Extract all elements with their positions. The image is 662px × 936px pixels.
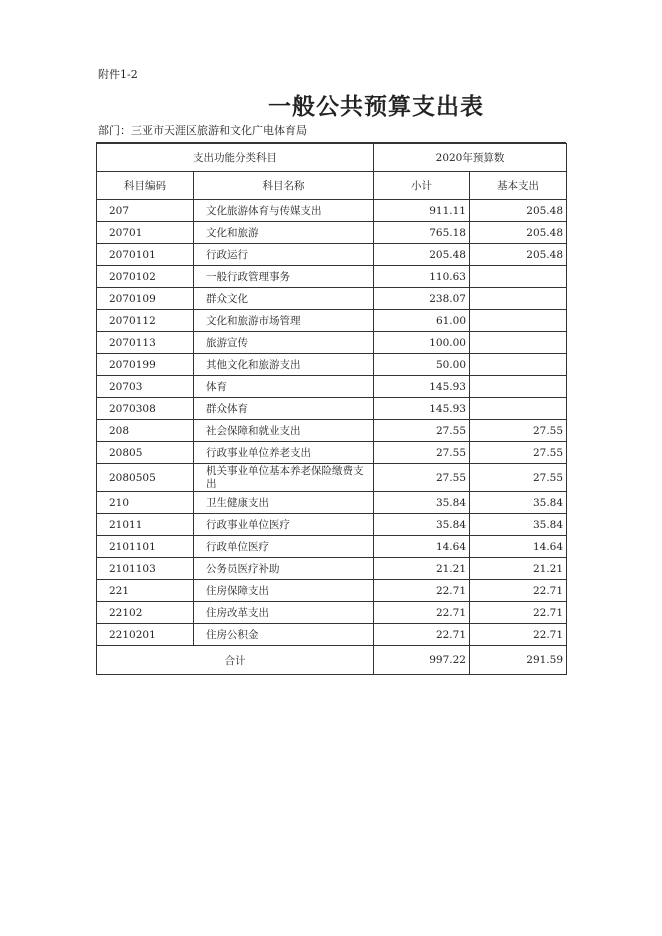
row-basic: 27.55 bbox=[470, 420, 567, 442]
row-name: 行政事业单位养老支出 bbox=[194, 442, 374, 464]
row-basic bbox=[470, 376, 567, 398]
row-subtotal: 22.71 bbox=[374, 624, 470, 646]
table-row bbox=[97, 200, 567, 222]
row-subtotal: 911.11 bbox=[374, 200, 470, 222]
row-code: 2070102 bbox=[97, 266, 194, 288]
row-code: 2070101 bbox=[97, 244, 194, 266]
row-name: 住房保障支出 bbox=[194, 580, 374, 602]
table-body bbox=[97, 200, 567, 646]
row-code: 20805 bbox=[97, 442, 194, 464]
row-subtotal: 35.84 bbox=[374, 492, 470, 514]
row-subtotal: 110.63 bbox=[374, 266, 470, 288]
row-basic bbox=[470, 332, 567, 354]
column-header-code: 科目编码 bbox=[97, 172, 194, 200]
row-name: 行政事业单位医疗 bbox=[194, 514, 374, 536]
row-name: 卫生健康支出 bbox=[194, 492, 374, 514]
table-row bbox=[97, 332, 567, 354]
row-basic: 35.84 bbox=[470, 492, 567, 514]
row-basic: 27.55 bbox=[470, 464, 567, 492]
table-row bbox=[97, 244, 567, 266]
table-row bbox=[97, 222, 567, 244]
row-subtotal: 145.93 bbox=[374, 398, 470, 420]
column-header-name: 科目名称 bbox=[194, 172, 374, 200]
column-header-subtotal: 小计 bbox=[374, 172, 470, 200]
row-basic bbox=[470, 266, 567, 288]
row-code: 2101101 bbox=[97, 536, 194, 558]
row-code: 20701 bbox=[97, 222, 194, 244]
row-subtotal: 50.00 bbox=[374, 354, 470, 376]
table-row bbox=[97, 398, 567, 420]
row-name: 群众体育 bbox=[194, 398, 374, 420]
table-row bbox=[97, 266, 567, 288]
attachment-label: 附件1-2 bbox=[98, 68, 138, 81]
row-name: 群众文化 bbox=[194, 288, 374, 310]
row-basic: 22.71 bbox=[470, 624, 567, 646]
table-row bbox=[97, 310, 567, 332]
row-basic: 21.21 bbox=[470, 558, 567, 580]
table-row bbox=[97, 602, 567, 624]
table-row bbox=[97, 624, 567, 646]
row-subtotal: 21.21 bbox=[374, 558, 470, 580]
total-subtotal: 997.22 bbox=[374, 646, 470, 675]
row-code: 21011 bbox=[97, 514, 194, 536]
row-code: 22102 bbox=[97, 602, 194, 624]
row-subtotal: 22.71 bbox=[374, 602, 470, 624]
row-name: 其他文化和旅游支出 bbox=[194, 354, 374, 376]
table-row bbox=[97, 464, 567, 492]
row-basic: 205.48 bbox=[470, 244, 567, 266]
row-code: 2080505 bbox=[97, 464, 194, 492]
row-code: 221 bbox=[97, 580, 194, 602]
row-subtotal: 145.93 bbox=[374, 376, 470, 398]
table-row bbox=[97, 288, 567, 310]
row-code: 2070199 bbox=[97, 354, 194, 376]
department-label: 部门：三亚市天涯区旅游和文化广电体育局 bbox=[98, 124, 307, 137]
row-basic: 27.55 bbox=[470, 442, 567, 464]
row-code: 2101103 bbox=[97, 558, 194, 580]
row-name: 文化和旅游 bbox=[194, 222, 374, 244]
row-code: 2070109 bbox=[97, 288, 194, 310]
row-name: 机关事业单位基本养老保险缴费支出 bbox=[194, 464, 374, 492]
row-name: 文化旅游体育与传媒支出 bbox=[194, 200, 374, 222]
row-basic bbox=[470, 398, 567, 420]
row-name: 文化和旅游市场管理 bbox=[194, 310, 374, 332]
row-code: 20703 bbox=[97, 376, 194, 398]
table-row bbox=[97, 514, 567, 536]
table-row bbox=[97, 492, 567, 514]
row-subtotal: 100.00 bbox=[374, 332, 470, 354]
row-name: 体育 bbox=[194, 376, 374, 398]
row-code: 207 bbox=[97, 200, 194, 222]
row-subtotal: 22.71 bbox=[374, 580, 470, 602]
table-row bbox=[97, 354, 567, 376]
row-name: 住房改革支出 bbox=[194, 602, 374, 624]
row-subtotal: 238.07 bbox=[374, 288, 470, 310]
row-name: 一般行政管理事务 bbox=[194, 266, 374, 288]
row-basic bbox=[470, 354, 567, 376]
table-row bbox=[97, 442, 567, 464]
table-group-header-row bbox=[97, 144, 567, 172]
table-row bbox=[97, 558, 567, 580]
table-column-header-row bbox=[97, 172, 567, 200]
row-name: 住房公积金 bbox=[194, 624, 374, 646]
row-code: 2070112 bbox=[97, 310, 194, 332]
table-row bbox=[97, 580, 567, 602]
page-title: 一般公共预算支出表 bbox=[268, 94, 484, 120]
total-basic: 291.59 bbox=[470, 646, 567, 675]
row-subtotal: 205.48 bbox=[374, 244, 470, 266]
row-subtotal: 27.55 bbox=[374, 464, 470, 492]
header-group-left: 支出功能分类科目 bbox=[97, 144, 374, 172]
total-row bbox=[97, 646, 567, 675]
row-subtotal: 61.00 bbox=[374, 310, 470, 332]
row-subtotal: 27.55 bbox=[374, 420, 470, 442]
row-subtotal: 765.18 bbox=[374, 222, 470, 244]
row-basic: 22.71 bbox=[470, 580, 567, 602]
row-basic: 14.64 bbox=[470, 536, 567, 558]
row-basic bbox=[470, 288, 567, 310]
row-code: 210 bbox=[97, 492, 194, 514]
row-code: 208 bbox=[97, 420, 194, 442]
row-subtotal: 14.64 bbox=[374, 536, 470, 558]
header-group-right: 2020年预算数 bbox=[374, 144, 567, 172]
table-row bbox=[97, 536, 567, 558]
column-header-basic: 基本支出 bbox=[470, 172, 567, 200]
total-label: 合计 bbox=[97, 646, 374, 675]
row-name: 行政运行 bbox=[194, 244, 374, 266]
row-basic: 205.48 bbox=[470, 200, 567, 222]
row-code: 2070308 bbox=[97, 398, 194, 420]
table-row bbox=[97, 420, 567, 442]
row-subtotal: 35.84 bbox=[374, 514, 470, 536]
row-name: 行政单位医疗 bbox=[194, 536, 374, 558]
row-basic bbox=[470, 310, 567, 332]
row-code: 2210201 bbox=[97, 624, 194, 646]
row-name: 公务员医疗补助 bbox=[194, 558, 374, 580]
row-name: 社会保障和就业支出 bbox=[194, 420, 374, 442]
budget-table bbox=[96, 143, 567, 675]
row-subtotal: 27.55 bbox=[374, 442, 470, 464]
table-row bbox=[97, 376, 567, 398]
row-basic: 205.48 bbox=[470, 222, 567, 244]
row-name: 旅游宣传 bbox=[194, 332, 374, 354]
row-basic: 22.71 bbox=[470, 602, 567, 624]
row-basic: 35.84 bbox=[470, 514, 567, 536]
row-code: 2070113 bbox=[97, 332, 194, 354]
